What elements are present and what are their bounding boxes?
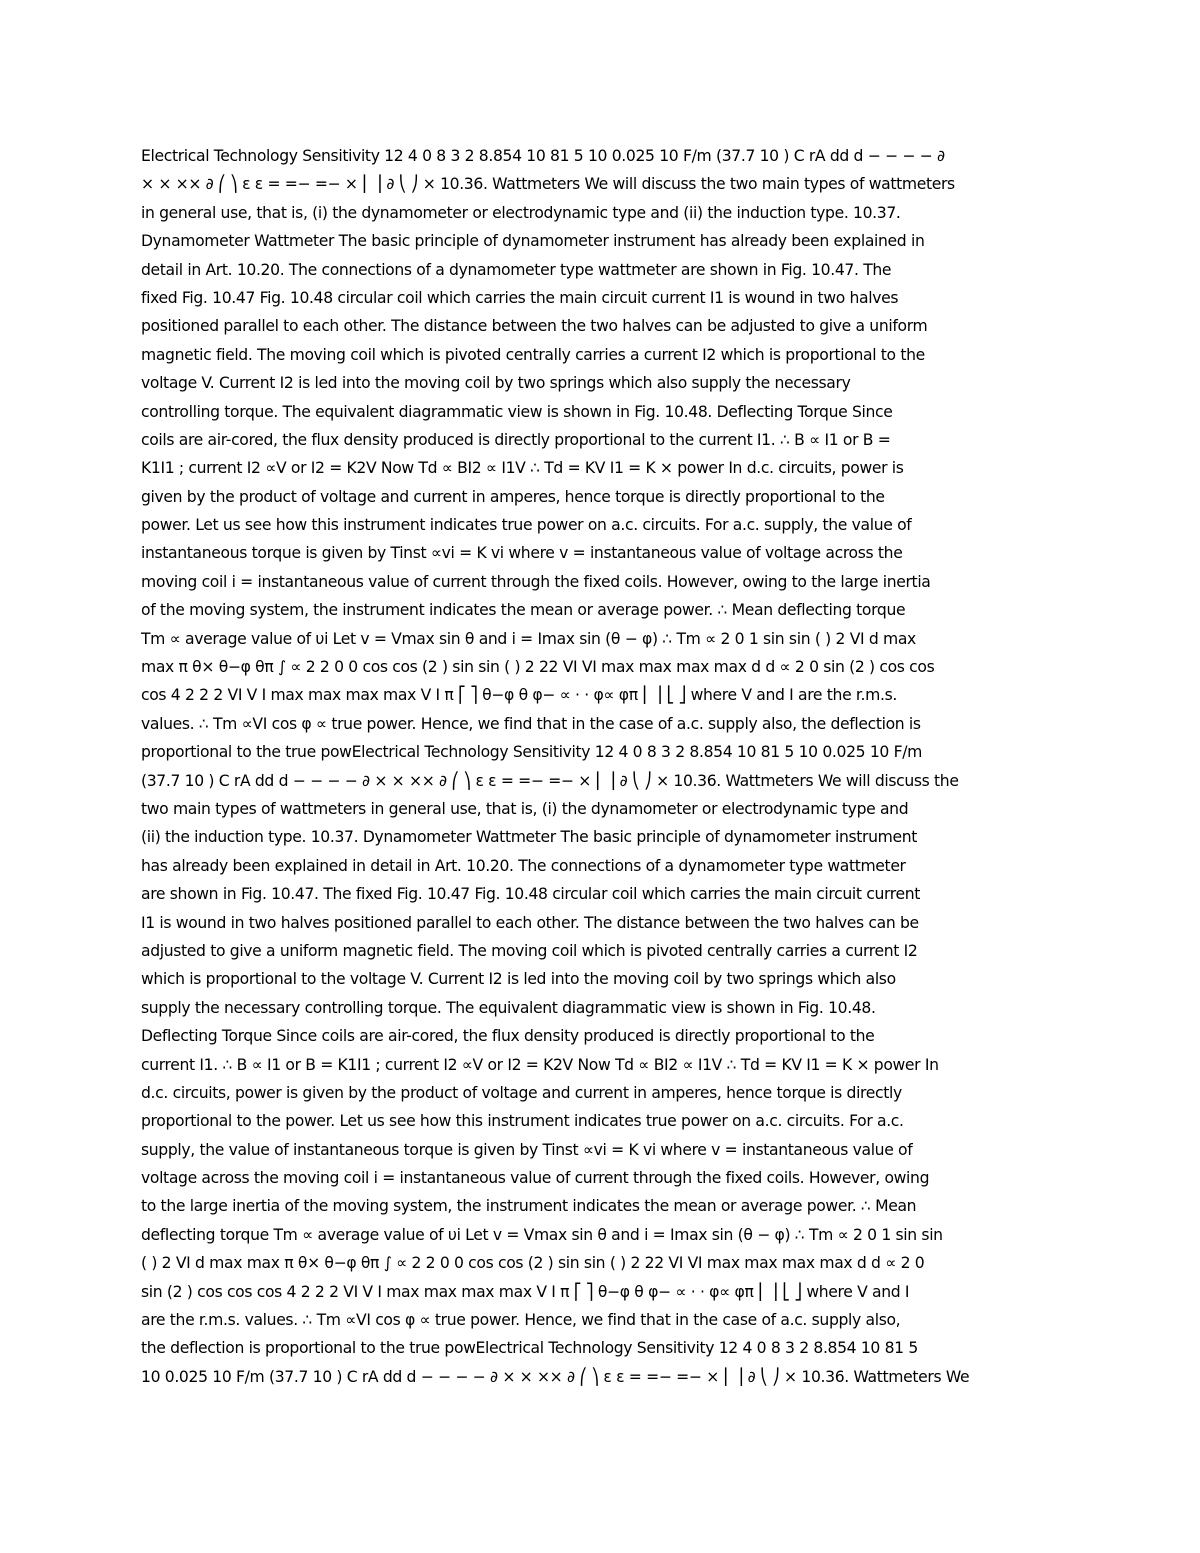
text-line: voltage V. Current I2 is led into the moving coil by two springs which also supply the necessary <box>141 374 851 393</box>
text-line: are the r.m.s. values. ∴ Tm ∝VI cos φ ∝ true power. Hence, we find that in the case of a.c. supply also, <box>141 1311 901 1330</box>
text-line: values. ∴ Tm ∝VI cos φ ∝ true power. Hence, we find that in the case of a.c. supply also, the deflection is <box>141 714 921 733</box>
text-line: instantaneous torque is given by Tinst ∝vi = K vi where v = instantaneous value of voltage across the <box>141 544 903 563</box>
text-line: power. Let us see how this instrument indicates true power on a.c. circuits. For a.c. supply, the value of <box>141 516 912 535</box>
text-line: of the moving system, the instrument indicates the mean or average power. ∴ Mean deflecting torque <box>141 601 906 620</box>
text-line: I1 is wound in two halves positioned parallel to each other. The distance between the two halves can be <box>141 913 919 932</box>
text-line: two main types of wattmeters in general use, that is, (i) the dynamometer or electrodynamic type and <box>141 799 909 818</box>
text-line: voltage across the moving coil i = instantaneous value of current through the fixed coils. However, owing <box>141 1169 930 1188</box>
text-line: are shown in Fig. 10.47. The fixed Fig. 10.47 Fig. 10.48 circular coil which carries the main circuit current <box>141 885 921 904</box>
text-line: (ii) the induction type. 10.37. Dynamometer Wattmeter The basic principle of dynamometer instrument <box>141 828 918 847</box>
text-line: in general use, that is, (i) the dynamometer or electrodynamic type and (ii) the induction type. 10.37. <box>141 203 901 222</box>
text-line: supply, the value of instantaneous torque is given by Tinst ∝vi = K vi where v = instantaneous value of <box>141 1140 913 1159</box>
text-line: (37.7 10 ) C rA dd d − − − − ∂ × × ×× ∂ ⎛ ⎞ ε ε = =− =− × ⎜ ⎟ ∂ ⎝ ⎠ × 10.36. Wattmeters We will discuss the <box>141 771 959 790</box>
text-line: supply the necessary controlling torque. The equivalent diagrammatic view is shown in Fig. 10.48. <box>141 998 876 1017</box>
text-line: Deflecting Torque Since coils are air-cored, the flux density produced is directly proportional to the <box>141 1027 875 1046</box>
text-line: Dynamometer Wattmeter The basic principle of dynamometer instrument has already been explained in <box>141 232 925 251</box>
text-line: max π θ× θ−φ θπ ∫ ∝ 2 2 0 0 cos cos (2 ) sin sin ( ) 2 22 VI VI max max max max d d ∝ 2 0 sin (2 ) cos cos <box>141 658 935 677</box>
document-page <box>141 142 1066 1391</box>
text-line: cos 4 2 2 2 VI V I max max max max V I π ⎡ ⎤ θ−φ θ φ− ∝ · · φ∝ φπ ⎢ ⎥ ⎣ ⎦ where V and I are the r.m.s. <box>141 686 897 705</box>
text-line: ( ) 2 VI d max max π θ× θ−φ θπ ∫ ∝ 2 2 0 0 cos cos (2 ) sin sin ( ) 2 22 VI VI max max max max d d ∝ 2 0 <box>141 1254 925 1273</box>
text-line: Electrical Technology Sensitivity 12 4 0 8 3 2 8.854 10 81 5 10 0.025 10 F/m (37.7 10 ) C rA dd d − − − − ∂ <box>141 147 945 165</box>
text-line: given by the product of voltage and current in amperes, hence torque is directly proportional to the <box>141 487 885 506</box>
text-line: which is proportional to the voltage V. Current I2 is led into the moving coil by two springs which also <box>141 970 896 989</box>
text-line: deflecting torque Tm ∝ average value of υi Let v = Vmax sin θ and i = Imax sin (θ − φ) ∴ Tm ∝ 2 0 1 sin sin <box>141 1225 943 1244</box>
text-line: positioned parallel to each other. The distance between the two halves can be adjusted to give a uniform <box>141 317 928 336</box>
text-line: proportional to the true powElectrical Technology Sensitivity 12 4 0 8 3 2 8.854 10 81 5 10 0.025 10 F/m <box>141 743 922 762</box>
text-line: proportional to the power. Let us see how this instrument indicates true power on a.c. circuits. For a.c. <box>141 1112 904 1131</box>
text-line: d.c. circuits, power is given by the product of voltage and current in amperes, hence torque is directly <box>141 1083 902 1102</box>
text-line: coils are air-cored, the flux density produced is directly proportional to the current I1. ∴ B ∝ I1 or B = <box>141 430 891 449</box>
text-line: detail in Art. 10.20. The connections of a dynamometer type wattmeter are shown in Fig. 10.47. The <box>141 260 892 279</box>
text-line: sin (2 ) cos cos cos 4 2 2 2 VI V I max max max max V I π ⎡ ⎤ θ−φ θ φ− ∝ · · φ∝ φπ ⎢ ⎥ ⎣ ⎦ where V and I <box>141 1282 910 1301</box>
text-line: current I1. ∴ B ∝ I1 or B = K1I1 ; current I2 ∝V or I2 = K2V Now Td ∝ BI2 ∝ I1V ∴ Td = KV I1 = K × power In <box>141 1055 939 1074</box>
text-line: 10 0.025 10 F/m (37.7 10 ) C rA dd d − − − − ∂ × × ×× ∂ ⎛ ⎞ ε ε = =− =− × ⎜ ⎟ ∂ ⎝ ⎠ × 10.36. Wattmeters We <box>141 1367 970 1386</box>
text-line: × × ×× ∂ ⎛ ⎞ ε ε = =− =− × ⎜ ⎟ ∂ ⎝ ⎠ × 10.36. Wattmeters We will discuss the two main types of wattmeters <box>141 175 955 194</box>
text-line: magnetic field. The moving coil which is pivoted centrally carries a current I2 which is proportional to the <box>141 345 925 364</box>
text-line: fixed Fig. 10.47 Fig. 10.48 circular coil which carries the main circuit current I1 is wound in two halves <box>141 288 899 307</box>
text-line: moving coil i = instantaneous value of current through the fixed coils. However, owing to the large inertia <box>141 572 931 591</box>
text-line: controlling torque. The equivalent diagrammatic view is shown in Fig. 10.48. Deflecting Torque Since <box>141 402 893 421</box>
text-line: has already been explained in detail in Art. 10.20. The connections of a dynamometer type wattmeter <box>141 856 906 875</box>
text-line: to the large inertia of the moving system, the instrument indicates the mean or average power. ∴ Mean <box>141 1197 917 1216</box>
text-line: K1I1 ; current I2 ∝V or I2 = K2V Now Td ∝ BI2 ∝ I1V ∴ Td = KV I1 = K × power In d.c. circuits, power is <box>141 459 904 478</box>
text-line: the deflection is proportional to the true powElectrical Technology Sensitivity 12 4 0 8 3 2 8.854 10 81 5 <box>141 1339 918 1358</box>
text-line: adjusted to give a uniform magnetic field. The moving coil which is pivoted centrally carries a current I2 <box>141 941 918 960</box>
text-line: Tm ∝ average value of υi Let v = Vmax sin θ and i = Imax sin (θ − φ) ∴ Tm ∝ 2 0 1 sin sin ( ) 2 VI d max <box>141 629 916 648</box>
